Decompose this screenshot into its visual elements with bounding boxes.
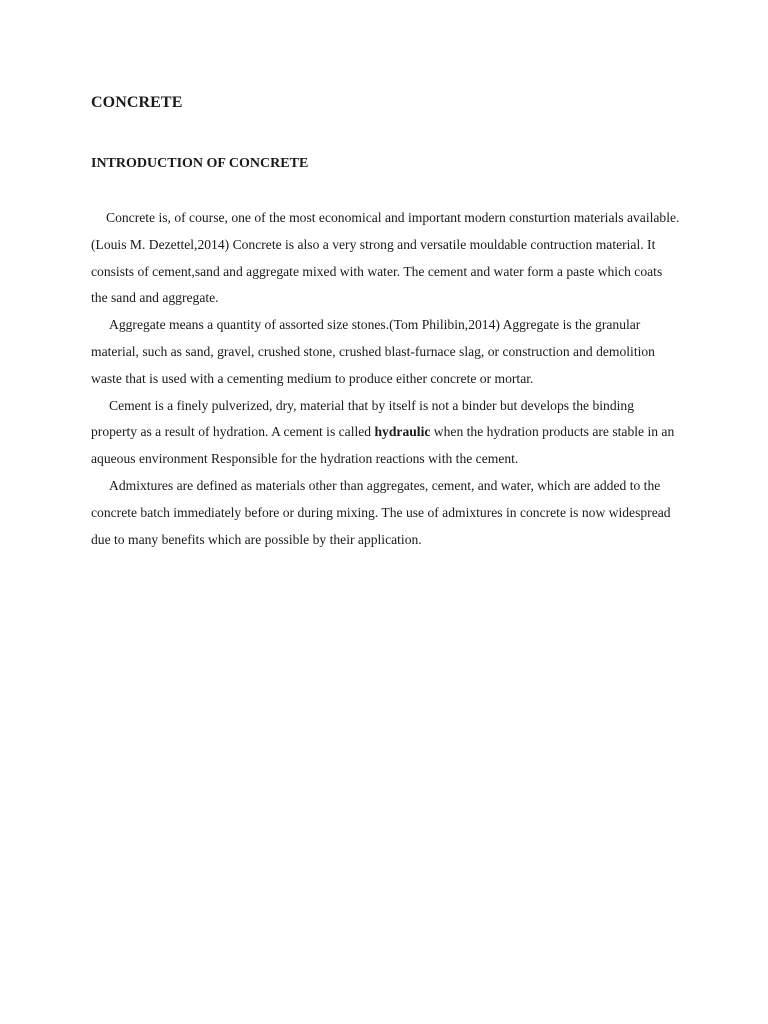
paragraph-cement-text-end: when the hydration products are stable in an aqueous environment Responsible for the hydration reactions with the cement.	[91, 424, 675, 467]
paragraph-cement	[91, 393, 681, 473]
document-title: CONCRETE	[91, 94, 183, 111]
paragraph-concrete: Concrete is, of course, one of the most economical and important modern consturtion materials available.(Louis M. Dezettel,2014) Concrete is also a very strong and versatile mouldable contruction material. It consists of cement,sand and aggregate mixed with water. The cement and water form a paste which coats the sand and aggregate.	[91, 210, 680, 306]
document-body	[91, 205, 681, 553]
hydraulic-term: hydraulic	[374, 424, 431, 440]
section-heading: INTRODUCTION OF CONCRETE	[91, 156, 309, 171]
paragraph-aggregate: Aggregate means a quantity of assorted size stones.(Tom Philibin,2014) Aggregate is the granular material, such as sand, gravel, crushed stone, crushed blast-furnace slag, or construction and demolition waste that is used with a cementing medium to produce either concrete or mortar.	[91, 317, 655, 386]
paragraph-admixtures: Admixtures are defined as materials other than aggregates, cement, and water, which are added to the concrete batch immediately before or during mixing. The use of admixtures in concrete is now widespread due to many benefits which are possible by their application.	[91, 477, 671, 547]
paragraph-cement-text-start: Cement is a finely pulverized, dry, material that by itself is not a binder but develops the binding property as a result of hydration. A cement is called	[91, 397, 634, 440]
